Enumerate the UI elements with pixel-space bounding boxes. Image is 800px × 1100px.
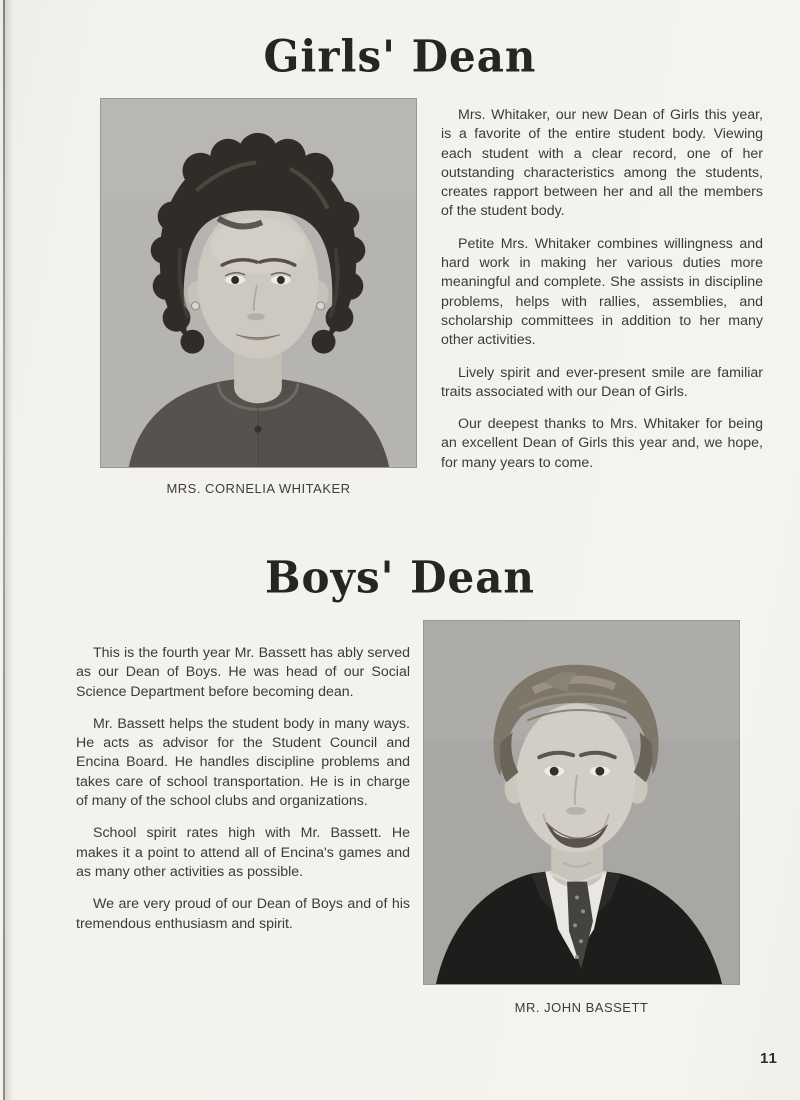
whitaker-portrait-image [101,99,416,467]
boys-dean-title: Boys' Dean [265,552,535,603]
bassett-photo-caption: MR. JOHN BASSETT [514,1000,649,1015]
boys-paragraph-2: Mr. Bassett helps the student body in many ways. He acts as advisor for the Student Council and Encina Board. He handles discipline problems and takes care of school transportation. He is in charge of many of the school clubs and organizations. [76,715,410,810]
page-binding-shadow [5,0,13,1100]
bassett-photo [423,620,740,985]
bassett-portrait-image [424,621,739,984]
boys-paragraph-1: This is the fourth year Mr. Bassett has ably served as our Dean of Boys. He was head of our Social Science Department before becoming dean. [76,645,410,700]
girls-paragraph-1: Mrs. Whitaker, our new Dean of Girls this year, is a favorite of the entire student body. Viewing each student with a clear record, one of her outstanding characteristics among the students, creates rapport between her and all the members of the student body. [441,107,763,220]
girls-dean-text [441,106,763,486]
boys-dean-text [76,644,410,947]
page-number: 11 [760,1050,778,1067]
girls-paragraph-2: Petite Mrs. Whitaker combines willingness and hard work in making her various duties more meaningful and complete. She assists in discipline problems, helps with rallies, assemblies, and scholarship committees in addition to her many other activities. [441,235,763,349]
boys-paragraph-4: We are very proud of our Dean of Boys and of his tremendous enthusiasm and spirit. [76,896,410,932]
whitaker-photo [100,98,417,468]
girls-paragraph-3: Lively spirit and ever-present smile are familiar traits associated with our Dean of Girls. [441,364,763,400]
girls-dean-title: Girls' Dean [263,31,537,82]
whitaker-photo-caption: MRS. CORNELIA WHITAKER [166,481,351,496]
boys-paragraph-3: School spirit rates high with Mr. Bassett. He makes it a point to attend all of Encina's games and as many other activities as possible. [76,825,410,880]
girls-paragraph-4: Our deepest thanks to Mrs. Whitaker for being an excellent Dean of Girls this year and, we hope, for many years to come. [441,416,763,471]
